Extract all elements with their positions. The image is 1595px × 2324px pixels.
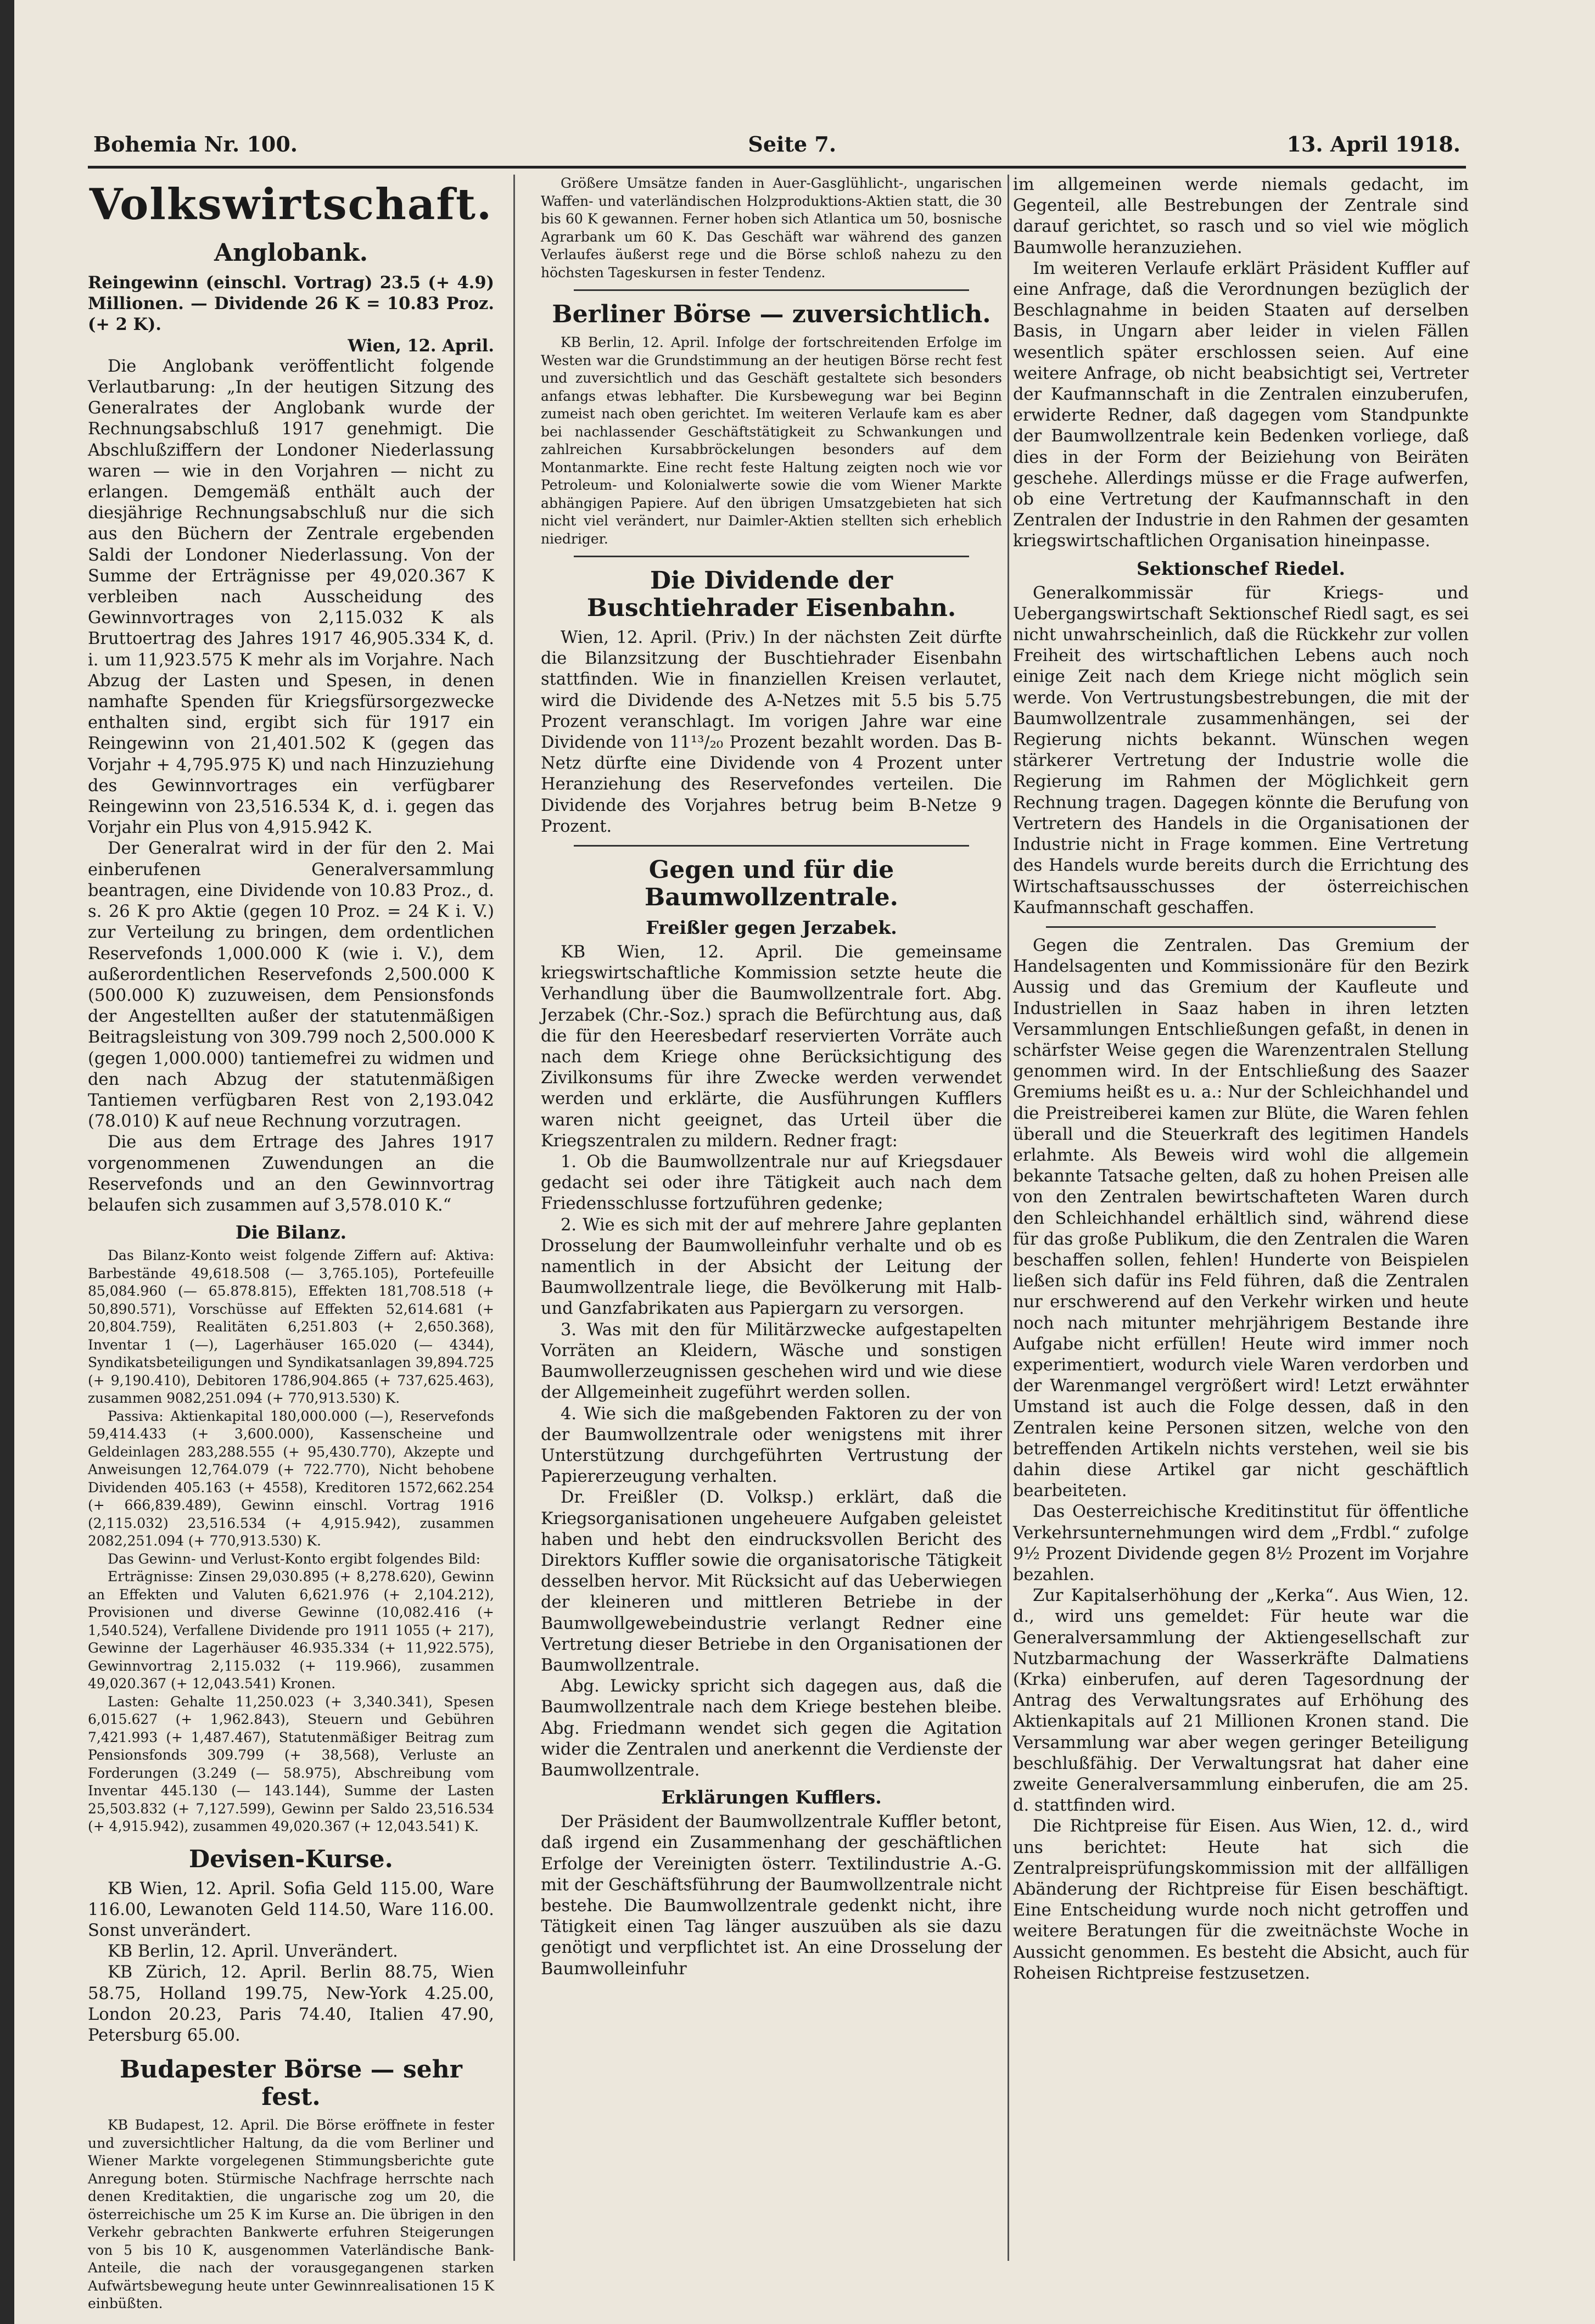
header-page: Seite 7. bbox=[748, 131, 837, 156]
paragraph: Gegen die Zentralen. Das Gremium der Handelsagenten und Kommissionäre für den Bezirk Aussig und das Gremium der Kaufleute und Industriellen in Saaz haben in ihren letzten Versammlungen Entschließungen gefaßt, in denen in schärfster Weise gegen die Warenzentralen Stellung genommen wird. In der Entschließung des Saazer Gremiums heißt es u. a.: Nur der Schleichhandel und die Preistreiberei kamen zur Blüte, die Waren fehlen überall und die Steuerkraft des legitimen Handels erlahmte. Als Beweis wird wohl die allgemein bekannte Tatsache gelten, daß zu hohen Preisen alle von den Zentralen bewirtschafteten Waren durch den Schleichhandel erhältlich sind, während diese für das große Publikum, die den Zentralen die Waren beschaffen sollen, fehlen! Hunderte von Beispielen ließen sich dafür ins Feld führen, daß die Zentralen nur erschwerend auf den Verkehr wirken und heute noch nach mitunter mehrjährigem Bestande ihre Aufgabe nicht erfüllen! Heute wird immer noch experimentiert, wodurch viele Waren verdorben und der Warenmangel vergrößert wird! Letzt erwähnter Umstand ist auch die Folge dessen, daß in den Zentralen keine Personen sitzen, welche von den betreffenden Artikeln nichts verstehen, weil sie bis dahin diese Artikel gar nicht geschäftlich bearbeiteten. bbox=[1013, 936, 1469, 1501]
paragraph: KB Zürich, 12. April. Berlin 88.75, Wien 58.75, Holland 199.75, New-York 4.25.00, London 20.23, Paris 74.40, Italien 47.90, Petersburg 65.00. bbox=[88, 1963, 494, 2046]
subheading-riedl: Sektionschef Riedel. bbox=[1137, 557, 1345, 579]
dateline: Wien, 12. April. bbox=[348, 335, 494, 356]
divider bbox=[574, 556, 969, 557]
column-rule bbox=[1008, 175, 1009, 2261]
paragraph: Das Bilanz-Konto weist folgende Ziffern auf: Aktiva: Barbestände 49,618.508 (— 3,765.105), Portefeuille 85,084.960 (— 65.878.815), Effekten 181,708.518 (+ 50,890.571), Vorschüsse auf Effekten 52,614.681 (+ 20,804.759), Realitäten 6,251.803 (+ 2,650.368), Inventar 1 (—), Lagerhäuser 165.020 (— 4344), Syndikatsbeteiligungen und Syndikatsanlagen 39,894.725 (+ 9,190.410), Debitoren 1786,904.865 (+ 737,625.463), zusammen 9082,251.094 (+ 770,913.530) K. bbox=[88, 1247, 494, 1407]
paragraph: im allgemeinen werde niemals gedacht, im Gegenteil, alle Bestrebungen der Zentrale sind darauf gerichtet, so rasch und so viel wie möglich Baumwolle heranzuziehen. bbox=[1013, 175, 1469, 257]
paragraph: Die aus dem Ertrage des Jahres 1917 vorgenommenen Zuwendungen an die Reservefonds und an den Gewinnvortrag belaufen sich zusammen auf 3,578.010 K.“ bbox=[88, 1133, 494, 1215]
article-title-anglobank: Anglobank. bbox=[214, 239, 368, 267]
header-paper: Bohemia Nr. 100. bbox=[93, 131, 298, 156]
article-title-berliner: Berliner Börse — zuversichtlich. bbox=[552, 300, 991, 328]
paragraph: Das Oesterreichische Kreditinstitut für öffentliche Verkehrsunternehmungen wird dem „Frdbl.“ zufolge 9½ Prozent Dividende gegen 8½ Prozent im Vorjahre bezahlen. bbox=[1013, 1502, 1469, 1584]
paragraph: KB Berlin, 12. April. Unverändert. bbox=[108, 1942, 398, 1962]
paragraph: 3. Was mit den für Militärzwecke aufgestapelten Vorräten an Kleidern, Wäsche und sonstigen Baumwollerzeugnissen geschehen wird und wie diese der Allgemeinheit zugeführt werden sollen. bbox=[541, 1320, 1002, 1403]
paragraph: Der Präsident der Baumwollzentrale Kuffler betont, daß irgend ein Zusammenhang der geschäftlichen Erfolge der Vereinigten österr. Textilindustrie A.-G. mit der Geschäftsführung der Baumwollzentrale nicht bestehe. Die Baumwollzentrale gedenkt nicht, ihre Tätigkeit einen Tag länger auszuüben als sie dazu genötigt und verpflichtet ist. An eine Drosselung der Baumwolleinfuhr bbox=[541, 1812, 1002, 1979]
article-title-devisen: Devisen-Kurse. bbox=[189, 1845, 393, 1873]
paragraph: Zur Kapitalserhöhung der „Kerka“. Aus Wien, 12. d., wird uns gemeldet: Für heute war die Generalversammlung der Aktiengesellschaft zur Nutzbarmachung der Wasserkräfte Dalmatiens (Krka) einberufen, auf deren Tagesordnung der Antrag des Verwaltungsrates auf Erhöhung des Aktienkapitals auf 21 Millionen Kronen stand. Die Versammlung war aber wegen geringer Beteiligung beschlußfähig. Der Verwaltungsrat hat daher eine zweite Generalversammlung einberufen, die am 25. d. stattfinden wird. bbox=[1013, 1586, 1469, 1816]
subheading: Erklärungen Kufflers. bbox=[661, 1787, 882, 1808]
paragraph: 2. Wie es sich mit der auf mehrere Jahre geplanten Drosselung der Baumwolleinfuhr verhalte und ob es namentlich in der Absicht der Leitung der Baumwollzentrale liege, die Bevölkerung mit Halb- und Ganzfabrikaten aus Papiergarn zu versorgen. bbox=[541, 1215, 1002, 1319]
paragraph: Im weiteren Verlaufe erklärt Präsident Kuffler auf eine Anfrage, daß die Verordnungen bezüglich der Beschlagnahme in beiden Staaten auf derselben Basis, in Ungarn aber leider in vielen Fällen wesentlich später erschlossen seien. Auf eine weitere Anfrage, ob nicht beabsichtigt sei, Vertreter der Kaufmannschaft in die Zentralen einzuberufen, erwiderte Redner, daß dagegen vom Standpunkte der Baumwollzentrale kein Bedenken vorliege, daß dies in der Form der Beiziehung von Beiräten geschehe. Allerdings müsse er die Frage aufwerfen, ob eine Vertretung der Kaufmannschaft in den Zentralen der Industrie in den Rahmen der gesamten kriegswirtschaftlichen Organisation hineinpasse. bbox=[1013, 259, 1469, 551]
scan-edge bbox=[0, 0, 14, 2324]
divider bbox=[1046, 926, 1436, 928]
page-header bbox=[93, 127, 1460, 160]
paragraph: Lasten: Gehalte 11,250.023 (+ 3,340.341), Spesen 6,015.627 (+ 1,962.843), Steuern und Gebühren 7,421.993 (+ 1,487.467), Statutenmäßiger Beitrag zum Pensionsfonds 309.799 (+ 38,568), Verluste an Forderungen (3.249 (— 58.975), Abschreibung vom Inventar 445.130 (— 143.144), Summe der Lasten 25,503.832 (+ 7,127.599), Gewinn per Saldo 23,516.534 (+ 4,915.942), zusammen 49,020.367 (+ 12,043.541) K. bbox=[88, 1693, 494, 1835]
column-rule bbox=[513, 175, 515, 2261]
paragraph: Die Anglobank veröffentlicht folgende Verlautbarung: „In der heutigen Sitzung des Generalrates der Anglobank wurde der Rechnungsabschluß 1917 genehmigt. Die Abschlußziffern der Londoner Niederlassung waren — wie in den Vorjahren — nicht zu erlangen. Demgemäß enthält auch der diesjährige Rechnungsabschluß nur die sich aus den Büchern der Zentrale ergebenden Saldi der Londoner Niederlassung. Von der Summe der Erträgnisse per 49,020.367 K verbleiben nach Ausscheidung des Gewinnvortrages von 2,115.032 K als Bruttoertrag des Jahres 1917 46,905.334 K, d. i. um 11,923.575 K mehr als im Vorjahre. Nach Abzug der Lasten und Spesen, in denen namhafte Spenden für Kriegsfürsorgezwecke enthalten sind, ergibt sich für 1917 ein Reingewinn von 21,401.502 K (gegen das Vorjahr + 4,795.975 K) und nach Hinzuziehung des Gewinnvortrages ein verfügbarer Reingewinn von 23,516.534 K, d. i. gegen das Vorjahr ein Plus von 4,915.942 K. bbox=[88, 356, 494, 838]
divider bbox=[574, 289, 969, 291]
header-rule bbox=[88, 166, 1466, 169]
article-title-budapest: Budapester Börse — sehr fest. bbox=[120, 2056, 462, 2112]
paragraph: Passiva: Aktienkapital 180,000.000 (—), Reservefonds 59,414.433 (+ 3,600.000), Kassenscheine und Geldeinlagen 283,288.555 (+ 95,430.770), Akzepte und Anweisungen 12,764.079 (+ 722.770), Nicht behobene Dividenden 405.163 (+ 4558), Kreditoren 1572,662.254 (+ 666,839.489), Gewinn einschl. Vortrag 1916 (2,115.032) 23,516.534 (+ 4,915.942), zusammen 2082,251.094 (+ 770,913.530) K. bbox=[88, 1408, 494, 1549]
paragraph: Das Gewinn- und Verlust-Konto ergibt folgendes Bild: bbox=[108, 1550, 481, 1567]
paragraph: KB Wien, 12. April. Sofia Geld 115.00, Ware 116.00, Lewanoten Geld 114.50, Ware 116.00. Sonst unverändert. bbox=[88, 1879, 494, 1941]
paragraph: 1. Ob die Baumwollzentrale nur auf Kriegsdauer gedacht sei oder ihre Tätigkeit auch nach dem Friedensschlusse fortzuführen gedenke; bbox=[541, 1152, 1002, 1214]
section-title: Volkswirtschaft. bbox=[89, 180, 493, 229]
divider bbox=[574, 845, 969, 847]
subheading-bilanz: Die Bilanz. bbox=[235, 1222, 347, 1244]
paragraph: Abg. Lewicky spricht sich dagegen aus, daß die Baumwollzentrale nach dem Kriege bestehen bleibe. Abg. Friedmann wendet sich gegen die Agitation wider die Zentralen und anerkennt die Verdienste der Baumwollzentrale. bbox=[541, 1677, 1002, 1780]
article-title-baumwolle: Gegen und für die Baumwollzentrale. bbox=[645, 856, 898, 912]
paragraph: Dr. Freißler (D. Volksp.) erklärt, daß die Kriegsorganisationen ungeheuere Aufgaben geleistet haben und hebt den eindrucksvollen Bericht des Direktors Kuffler sowie die organisatorische Tätigkeit desselben hervor. Mit Rücksicht auf das Ueberwiegen der kleineren und mittleren Betriebe in der Baumwollgewebeindustrie verlangt Redner eine Vertretung dieser Betriebe in den Organisationen der Baumwollzentrale. bbox=[541, 1488, 1002, 1675]
subheading: Freißler gegen Jerzabek. bbox=[646, 917, 897, 939]
column-2 bbox=[541, 175, 1002, 1980]
paragraph: KB Budapest, 12. April. Die Börse eröffnete in fester und zuversichtlicher Haltung, da die vom Berliner und Wiener Markte vorgelegenen Stimmungsberichte gute Anregung boten. Stürmische Nachfrage herrschte nach denen Kreditaktien, die ungarische zog um 20, die österreichische um 25 K im Kurse an. Die übrigen in den Verkehr gebrachten Bankwerte erfuhren Steigerungen von 5 bis 10 K, ausgenommen Vaterländische Bank-Anteile, die nach der vorausgegangenen starken Aufwärtsbewegung heute unter Gewinnrealisationen 15 K einbüßten. bbox=[88, 2117, 494, 2312]
column-1 bbox=[88, 175, 494, 2313]
paragraph: Größere Umsätze fanden in Auer-Gasglühlicht-, ungarischen Waffen- und vaterländischen Holzproduktions-Aktien statt, die 30 bis 60 K gewannen. Ferner hoben sich Atlantica um 50, bosnische Agrarbank um 60 K. Das Geschäft war während des ganzen Verlaufes äußerst rege und die Börse schloß nahezu zu den höchsten Tageskursen in fester Tendenz. bbox=[541, 175, 1002, 281]
paragraph: Erträgnisse: Zinsen 29,030.895 (+ 8,278.620), Gewinn an Effekten und Valuten 6,621.976 (+ 2,104.212), Provisionen und diverse Gewinne (10,082.416 (+ 1,540.524), Verfallene Dividende pro 1911 1055 (+ 217), Gewinne der Lagerhäuser 46.935.334 (+ 11,922.575), Gewinnvortrag 2,115.032 (+ 119.966), zusammen 49,020.367 (+ 12,043.541) Kronen. bbox=[88, 1569, 494, 1692]
paragraph: KB Wien, 12. April. Die gemeinsame kriegswirtschaftliche Kommission setzte heute die Verhandlung über die Baumwollzentrale fort. Abg. Jerzabek (Chr.-Soz.) sprach die Befürchtung aus, daß die für den Heeresbedarf reservierten Vorräte auch nach dem Kriege ohne Berücksichtigung des Zivilkonsums für ihre Zwecke werden verwendet werden und erklärte, die Ausführungen Kufflers waren nicht geeignet, das Urteil über die Kriegszentralen zu mildern. Redner fragt: bbox=[541, 943, 1002, 1151]
paragraph: Der Generalrat wird in der für den 2. Mai einberufenen Generalversammlung beantragen, eine Dividende von 10.83 Proz., d. s. 26 K pro Aktie (gegen 10 Proz. = 24 K i. V.) zur Verteilung zu bringen, dem ordentlichen Reservefonds 1,000.000 K (wie i. V.), dem außerordentlichen Reservefonds 2,500.000 K (500.000 K) zuzuweisen, dem Pensionsfonds der Angestellten außer der statutenmäßigen Beitragsleistung von 309.799 noch 2,500.000 K (gegen 1,000.000) tantiemefrei zu widmen und den nach Abzug der statutenmäßigen Tantiemen verfügbaren Rest von 2,193.042 (78.010) K auf neue Rechnung vorzutragen. bbox=[88, 839, 494, 1132]
paragraph: KB Berlin, 12. April. Infolge der fortschreitenden Erfolge im Westen war die Grundstimmung an der heutigen Börse recht fest und zuversichtlich und das Geschäft gestaltete sich besonders anfangs etwas lebhafter. Die Kursbewegung war bei Beginn zumeist nach oben gerichtet. Im weiteren Verlaufe kam es aber bei nachlassender Geschäftstätigkeit zu Schwankungen und zahlreichen Kursabbröckelungen besonders auf dem Montanmarkte. Eine recht feste Haltung zeigten noch wie vor Petroleum- und Kolonialwerte sowie die vom Wiener Markte abhängigen Papiere. Auf den übrigen Umsatzgebieten hat sich nicht viel verändert, nur Daimler-Aktien stellten sich erheblich niedriger. bbox=[541, 334, 1002, 547]
header-date: 13. April 1918. bbox=[1286, 131, 1460, 156]
article-title-buschtiehrader: Die Dividende der Buschtiehrader Eisenbahn. bbox=[586, 567, 956, 622]
column-3 bbox=[1013, 175, 1469, 1984]
article-lead: Reingewinn (einschl. Vortrag) 23.5 (+ 4.9) Millionen. — Dividende 26 K = 10.83 Proz. (+ 2 K). bbox=[88, 273, 494, 335]
paragraph: Wien, 12. April. (Priv.) In der nächsten Zeit dürfte die Bilanzsitzung der Buschtiehrader Eisenbahn stattfinden. Wie in finanziellen Kreisen verlautet, wird die Dividende des A-Netzes mit 5.5 bis 5.75 Prozent veranschlagt. Im vorigen Jahre war eine Dividende von 11¹³/₂₀ Prozent bezahlt worden. Das B-Netz dürfte eine Dividende von 4 Prozent unter Heranziehung des Reservefondes verteilen. Die Dividende des Vorjahres betrug beim B-Netze 9 Prozent. bbox=[541, 628, 1002, 836]
paragraph: Die Richtpreise für Eisen. Aus Wien, 12. d., wird uns berichtet: Heute hat sich die Zentralpreisprüfungskommission mit der allfälligen Abänderung der Richtpreise für Eisen beschäftigt. Eine Entscheidung wurde noch nicht getroffen und weitere Beratungen für die zweitnächste Woche in Aussicht genommen. Es besteht die Absicht, auch für Roheisen Richtpreise festzusetzen. bbox=[1013, 1817, 1469, 1983]
paragraph: 4. Wie sich die maßgebenden Faktoren zu der von der Baumwollzentrale oder wenigstens mit ihrer Unterstützung durchgeführten Vertrustung der Papiererzeugung verhalten. bbox=[541, 1404, 1002, 1487]
paragraph: Generalkommissär für Kriegs- und Uebergangswirtschaft Sektionschef Riedl sagt, es sei nicht unwahrscheinlich, daß die Rückkehr zur vollen Freiheit des wirtschaftlichen Lebens auch noch einige Zeit nach dem Kriege nicht möglich sein werde. Von Vertrustungsbestrebungen, die mit der Baumwollzentrale zusammenhängen, sei der Regierung nichts bekannt. Wünschen wegen stärkerer Vertretung der Industrie wolle die Regierung im Rahmen der Möglichkeit gern Rechnung tragen. Dagegen könnte die Berufung von Vertretern des Handels in die Organisationen der Industrie nicht in Frage kommen. Eine Vertretung des Handels wurde bereits durch die Errichtung des Wirtschaftsausschusses der österreichischen Kaufmannschaft geschaffen. bbox=[1013, 583, 1469, 917]
